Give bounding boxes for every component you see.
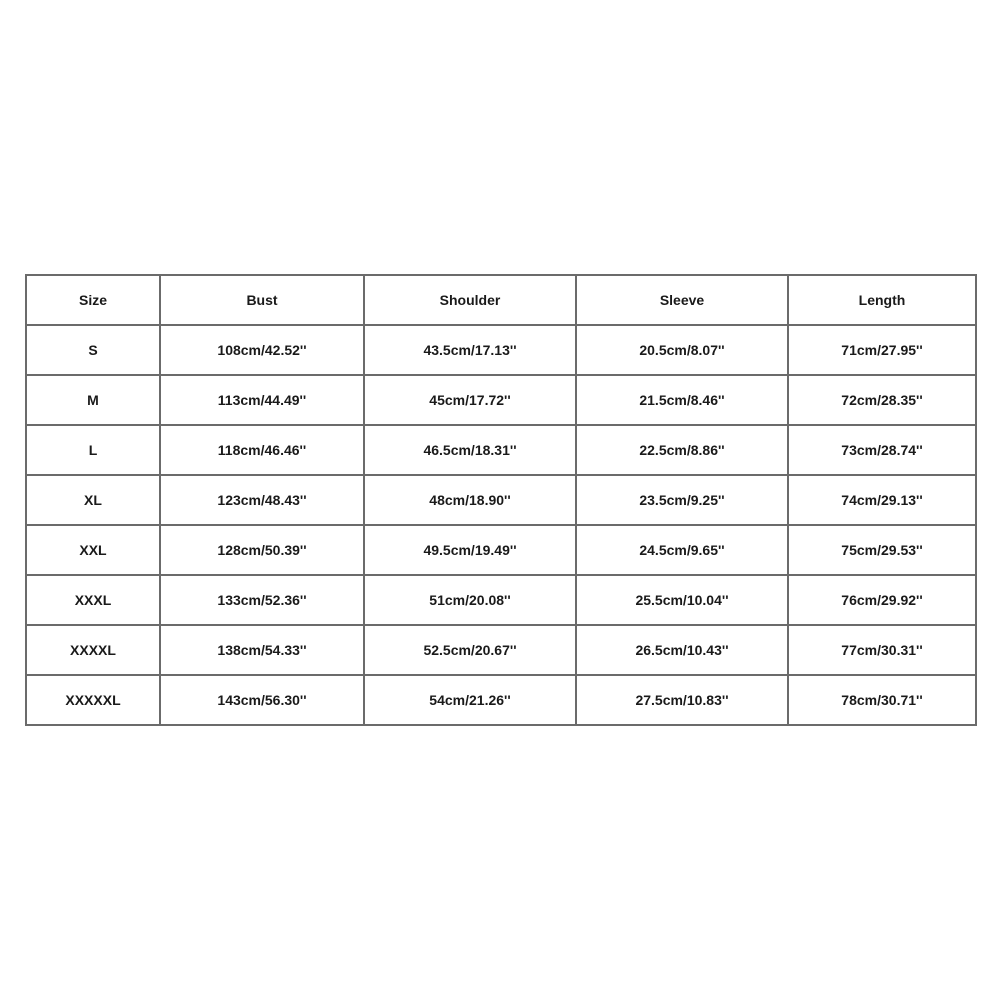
size-cell: XXL: [26, 525, 160, 575]
table-header: [26, 275, 976, 325]
size-chart-table: [25, 274, 977, 726]
table-body: [26, 325, 976, 725]
table-row: [26, 425, 976, 475]
shoulder-cell: 49.5cm/19.49'': [364, 525, 576, 575]
sleeve-cell: 25.5cm/10.04'': [576, 575, 788, 625]
length-cell: 76cm/29.92'': [788, 575, 976, 625]
length-cell: 74cm/29.13'': [788, 475, 976, 525]
size-cell: XXXXL: [26, 625, 160, 675]
length-cell: 72cm/28.35'': [788, 375, 976, 425]
sleeve-cell: 21.5cm/8.46'': [576, 375, 788, 425]
bust-cell: 128cm/50.39'': [160, 525, 364, 575]
table-row: [26, 475, 976, 525]
header-shoulder: Shoulder: [364, 275, 576, 325]
bust-cell: 113cm/44.49'': [160, 375, 364, 425]
size-cell: XXXL: [26, 575, 160, 625]
shoulder-cell: 46.5cm/18.31'': [364, 425, 576, 475]
length-cell: 71cm/27.95'': [788, 325, 976, 375]
sleeve-cell: 22.5cm/8.86'': [576, 425, 788, 475]
sleeve-cell: 20.5cm/8.07'': [576, 325, 788, 375]
header-bust: Bust: [160, 275, 364, 325]
shoulder-cell: 54cm/21.26'': [364, 675, 576, 725]
header-length: Length: [788, 275, 976, 325]
bust-cell: 133cm/52.36'': [160, 575, 364, 625]
table-row: [26, 575, 976, 625]
bust-cell: 138cm/54.33'': [160, 625, 364, 675]
length-cell: 73cm/28.74'': [788, 425, 976, 475]
sleeve-cell: 23.5cm/9.25'': [576, 475, 788, 525]
shoulder-cell: 52.5cm/20.67'': [364, 625, 576, 675]
table-row: [26, 325, 976, 375]
size-cell: S: [26, 325, 160, 375]
bust-cell: 123cm/48.43'': [160, 475, 364, 525]
sleeve-cell: 27.5cm/10.83'': [576, 675, 788, 725]
bust-cell: 118cm/46.46'': [160, 425, 364, 475]
sleeve-cell: 24.5cm/9.65'': [576, 525, 788, 575]
bust-cell: 143cm/56.30'': [160, 675, 364, 725]
size-cell: L: [26, 425, 160, 475]
table-row: [26, 675, 976, 725]
length-cell: 77cm/30.31'': [788, 625, 976, 675]
size-cell: XL: [26, 475, 160, 525]
size-cell: M: [26, 375, 160, 425]
shoulder-cell: 43.5cm/17.13'': [364, 325, 576, 375]
table-row: [26, 625, 976, 675]
size-cell: XXXXXL: [26, 675, 160, 725]
sleeve-cell: 26.5cm/10.43'': [576, 625, 788, 675]
length-cell: 78cm/30.71'': [788, 675, 976, 725]
shoulder-cell: 51cm/20.08'': [364, 575, 576, 625]
bust-cell: 108cm/42.52'': [160, 325, 364, 375]
shoulder-cell: 48cm/18.90'': [364, 475, 576, 525]
shoulder-cell: 45cm/17.72'': [364, 375, 576, 425]
header-row: [26, 275, 976, 325]
length-cell: 75cm/29.53'': [788, 525, 976, 575]
header-size: Size: [26, 275, 160, 325]
table-row: [26, 375, 976, 425]
header-sleeve: Sleeve: [576, 275, 788, 325]
table-row: [26, 525, 976, 575]
